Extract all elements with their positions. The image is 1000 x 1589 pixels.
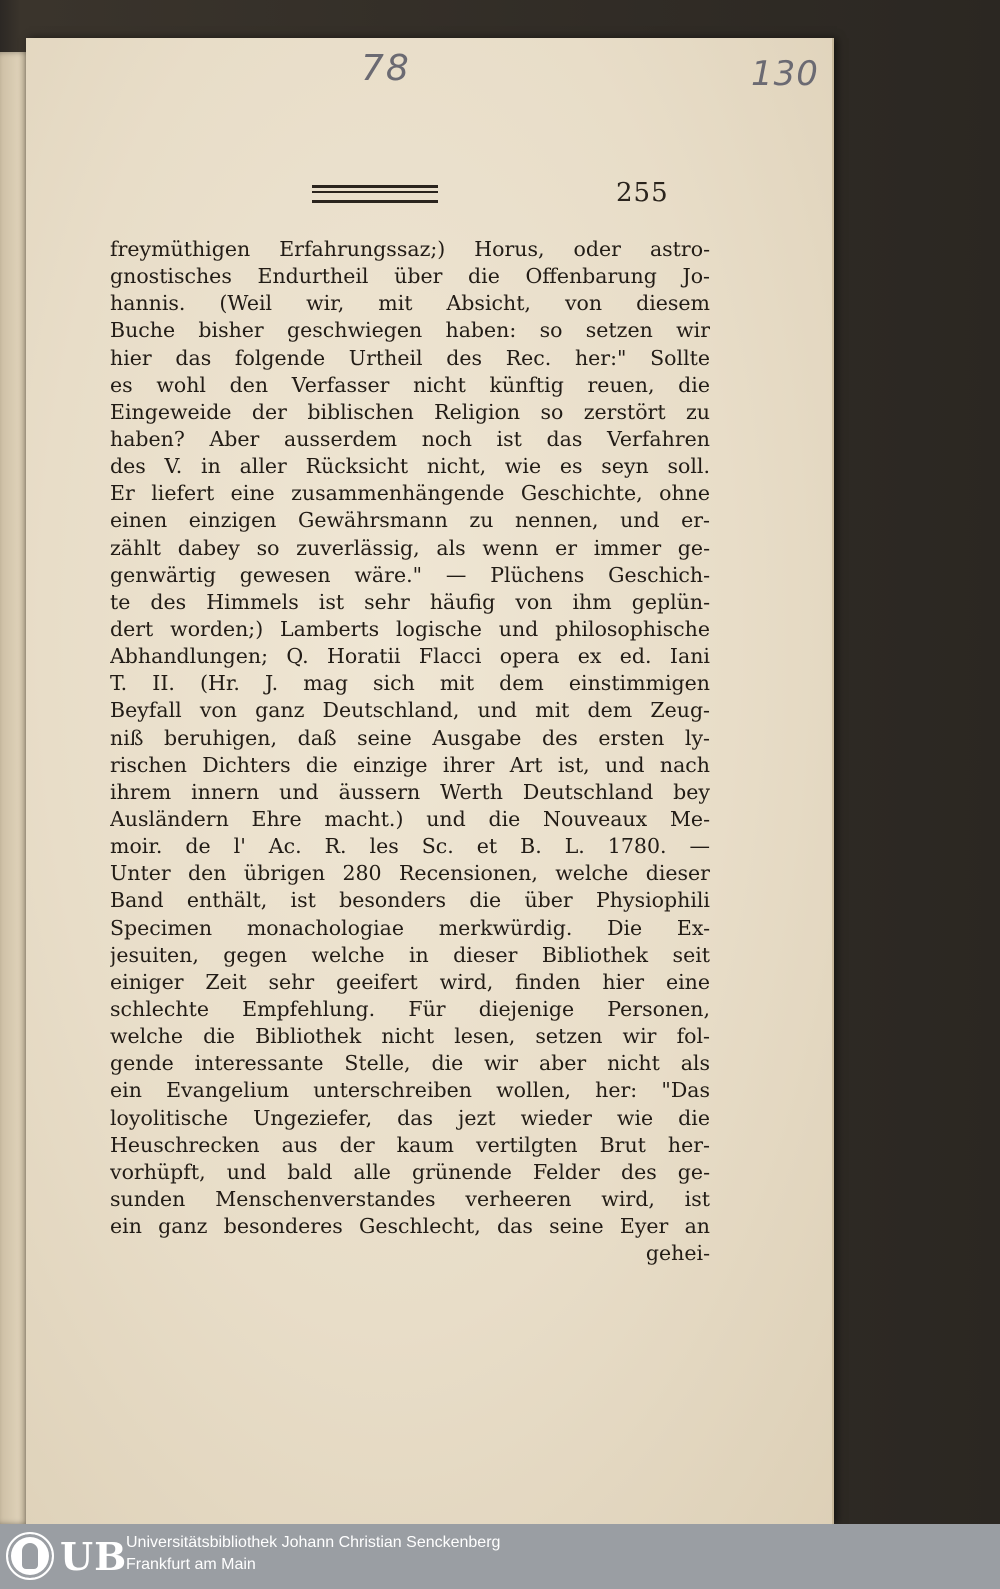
text-line: Unter den übrigen 280 Recensionen, welche dieser (110, 861, 710, 886)
text-line: hannis. (Weil wir, mit Absicht, von diesem (110, 291, 710, 316)
text-line: Er liefert eine zusammenhängende Geschichte, ohne (110, 481, 710, 506)
institution-name (126, 1532, 500, 1576)
header-rule (312, 185, 438, 203)
text-line: ihrem innern und äussern Werth Deutschland bey (110, 779, 710, 804)
text-line: zählt dabey so zuverlässig, als wenn er immer ge- (110, 535, 710, 560)
institution-line-2: Frankfurt am Main (126, 1556, 256, 1573)
text-line: Buche bisher geschwiegen haben: so setzen wir (110, 318, 710, 343)
text-line: rischen Dichters die einzige ihrer Art ist, und nach (110, 752, 710, 777)
pencil-annotation-left: 78 (361, 48, 411, 89)
text-line: es wohl den Verfasser nicht künftig reuen, die (110, 372, 710, 397)
text-line: einiger Zeit sehr geeifert wird, finden hier eine (110, 969, 710, 994)
text-line: schlechte Empfehlung. Für diejenige Personen, (110, 996, 710, 1021)
text-line: hier das folgende Urtheil des Rec. her:" Sollte (110, 345, 710, 370)
logo-text: UB (60, 1533, 128, 1579)
text-line: moir. de l' Ac. R. les Sc. et B. L. 1780. — (110, 834, 710, 859)
text-line: Abhandlungen; Q. Horatii Flacci opera ex ed. Iani (110, 644, 710, 669)
text-line: haben? Aber ausserdem noch ist das Verfahren (110, 426, 710, 451)
catchword: gehei- (645, 1241, 710, 1266)
text-line: vorhüpft, und bald alle grünende Felder des ge- (110, 1159, 710, 1184)
text-line: ein ganz besonderes Geschlecht, das seine Eyer an (110, 1214, 710, 1239)
text-line: te des Himmels ist sehr häufig von ihm geplün- (110, 589, 710, 614)
pencil-annotation-right: 130 (751, 54, 819, 94)
footer-bar (0, 1524, 1000, 1589)
text-line: gende interessante Stelle, die wir aber nicht als (110, 1051, 710, 1076)
text-line: gnostisches Endurtheil über die Offenbarung Jo- (110, 264, 710, 289)
seal-icon (6, 1532, 54, 1580)
text-line: Band enthält, ist besonders die über Physiophili (110, 888, 710, 913)
text-line: Eingeweide der biblischen Religion so zerstört zu (110, 399, 710, 424)
page-number: 255 (616, 178, 669, 208)
text-line: welche die Bibliothek nicht lesen, setzen wir fol- (110, 1024, 710, 1049)
text-line: T. II. (Hr. J. mag sich mit dem einstimmigen (110, 671, 710, 696)
book-page (26, 38, 834, 1524)
text-line: des V. in aller Rücksicht nicht, wie es seyn soll. (110, 454, 710, 479)
body-text (110, 236, 710, 1267)
text-line: Heuschrecken aus der kaum vertilgten Brut her- (110, 1132, 710, 1157)
library-logo[interactable] (6, 1530, 127, 1582)
text-line: niß beruhigen, daß seine Ausgabe des ersten ly- (110, 725, 710, 750)
text-line: ein Evangelium unterschreiben wollen, her: "Das (110, 1078, 710, 1103)
text-line: Specimen monachologiae merkwürdig. Die Ex- (110, 915, 710, 940)
text-line: Beyfall von ganz Deutschland, und mit dem Zeug- (110, 698, 710, 723)
institution-line-1: Universitätsbibliothek Johann Christian Senckenberg (126, 1534, 501, 1551)
text-line: jesuiten, gegen welche in dieser Bibliothek seit (110, 942, 710, 967)
text-line: genwärtig gewesen wäre." — Plüchens Geschich- (110, 562, 710, 587)
text-line: loyolitische Ungeziefer, das jezt wieder wie die (110, 1105, 710, 1130)
text-line: dert worden;) Lamberts logische und philosophische (110, 616, 710, 641)
text-line: freymüthigen Erfahrungssaz;) Horus, oder astro- (110, 237, 710, 261)
text-line: einen einzigen Gewährsmann zu nennen, und er- (110, 508, 710, 533)
text-line: Ausländern Ehre macht.) und die Nouveaux Me- (110, 806, 710, 831)
text-line: sunden Menschenverstandes verheeren wird, ist (110, 1186, 710, 1211)
